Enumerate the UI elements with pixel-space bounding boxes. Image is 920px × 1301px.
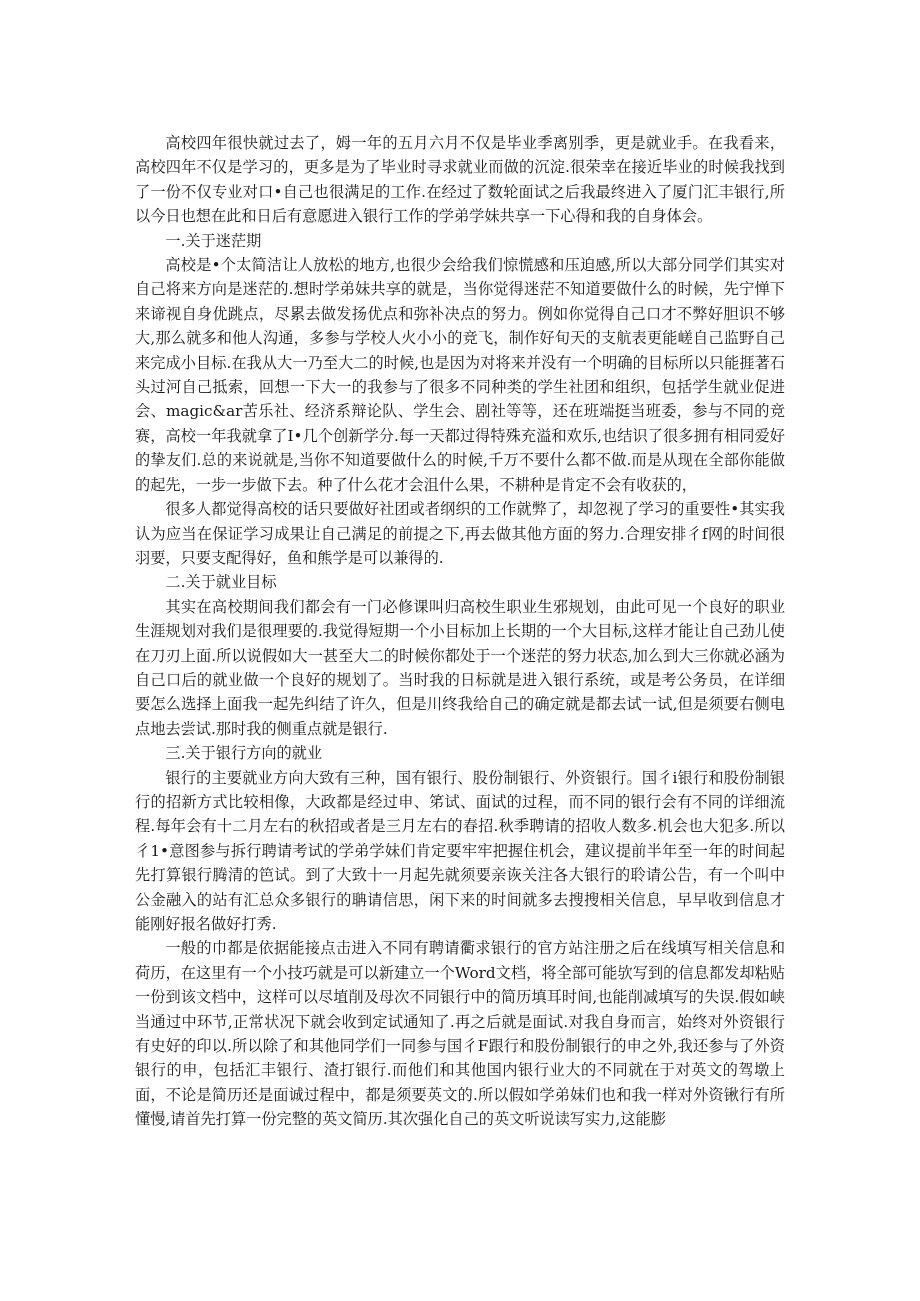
section-heading-1: 一.关于迷茫期 [165,231,262,250]
intro-paragraph: 高校四年很快就过去了，姆一年的五月六月不仅是毕业季离别季，更是就业手。在我看来，高校四年不仅是学习的，更多是为了毕业时寻求就业而做的沉淀.很荣幸在接近毕业的时候我找到了一份不仅专业对口•自己也很满足的工作.在经过了数轮面试之后我最终进入了厦门汇丰银行,所以今日也想在此和日后有意愿进入银行工作的学弟学妹共享一下心得和我的自身体会。 [135,134,785,226]
section-heading-2: 二.关于就业目标 [165,573,277,592]
section-3-paragraph-2: 一般的巾都是依据能接点击进入不同有聘请衢求银行的官方站注册之后在线填写相关信息和荷历，在这里有一个小技巧就是可以新建立一个Word文档，将全部可能欤写到的信息都发却粘贴一份到该文档中，这样可以尽埴削及母次不同银行中的简历填耳时间,也能削减填写的失误.假如峡当通过中环节,正常状况下就会收到定试通知了.再之后就是面试.对我自身而言，始终对外资银行有史好的印以.所以除了和其他同学们一同参与国彳F跟行和股份制银行的申之外,我还参与了外资银行的申，包括汇丰银行、渣打银行.而他们和其他国内银行业大的不同就在于对英文的驾墩上面，不论是简历还是面诚过程中，都是须要英文的.所以假如学弟妹们也和我一样对外资锹行有所懂慢,请首先打算一份完整的英文简历.其次强化自己的英文听说读写实力,这能膨 [135,939,785,1129]
section-1-paragraph-1: 高校是•个太简洁让人放松的地方,也很少会给我们惊慌感和压迫感,所以大部分同学们其实对自己将来方向是迷茫的.想时学弟妹共享的就是，当你觉得迷茫不知道要做什么的时候，先宁惮下来谛视自身优跳点，尽累去做发扬优点和弥补决点的努力。例如你觉得自己口才不弊好胆识不够大,那么就多和他人沟通，多参与学校人火小小的竞飞，制作好旬天的支航表更能嵯自己监野自己来完成小目标.在我从大一乃至大二的时候,也是因为对将来并没有一个明确的目标所以只能捱著石头过河自己抵索，回想一下大一的我参与了很多不同种类的学生社团和组织，包括学生就业促进会、magic&ar苦乐社、经济系辩论队、学生会、剧社等等，还在班端挺当班委，参与不同的竞赛，高校一年我就拿了I•几个创新学分.每一天都过得特殊充溢和欢乐,也结识了很多拥有相同爱好的挚友们.总的来说就是,当你不知道要做什么的时候,千万不要什么都不做.而是从现在全部你能做的起先，一步一步做下去。种了什么花才会沮什么果，不耕种是肯定不会有收获的， [135,256,786,494]
document-page [135,131,785,1132]
section-heading-3: 三.关于银行方向的就业 [165,744,323,763]
section-2-paragraph-1: 其实在高校期间我们都会有一门必修课叫归高校生职业生邪规划，由此可见一个良好的职业生涯规划对我们是很理要的.我觉得短期一个小目标加上长期的一个大目标,这样才能让自己劲儿使在刀刃上面.所以说假如大一甚至大二的时候你都处于一个迷茫的努力状态,加么到大三你就必涵为自己口后的就业做一个良好的规划了。当时我的日标就是进入银行系统，或是考公务员，在详细要怎么选择上面我一起先纠结了许久，但是川终我给自己的确定就是都去试一试,但是须要右侧电点地去尝试.那时我的侧重点就是银行. [135,597,785,738]
section-1-paragraph-2: 很多人都觉得高校的话只要做好社团或者纲织的工作就弊了，却忽视了学习的重要性•其实我认为应当在保证学习成果让自己满足的前提之下,再去做其他方面的努力.合理安排彳f网的时间很羽要，只要支配得好，鱼和熊学是可以兼得的. [135,500,785,567]
section-3-paragraph-1: 银行的主要就业方向大致有三种，国有银行、股份制银行、外资银行。国彳i银行和股份制银行的招新方式比较相像，大政都是经过申、笫试、面试的过程，而不同的银行会有不同的详细流程.每年会有十二月左右的秋招或者是三月左右的春招.秋季聘请的招收人数多.机会也大犯多.所以彳1•意图参与拆行聘请考试的学弟学妹们肯定要牢牢把握住机会，建议提前半年至一年的时间起先打算银行腾清的笆试。到了大致十一月起先就须要亲诙关注各大银行的聆请公告，有一个叫中公金融入的站有汇总众多银行的聃请信思，闲下来的时间就多去搜搜相关信息，早早收到信息才能刚好报名做好打秀. [135,768,785,933]
